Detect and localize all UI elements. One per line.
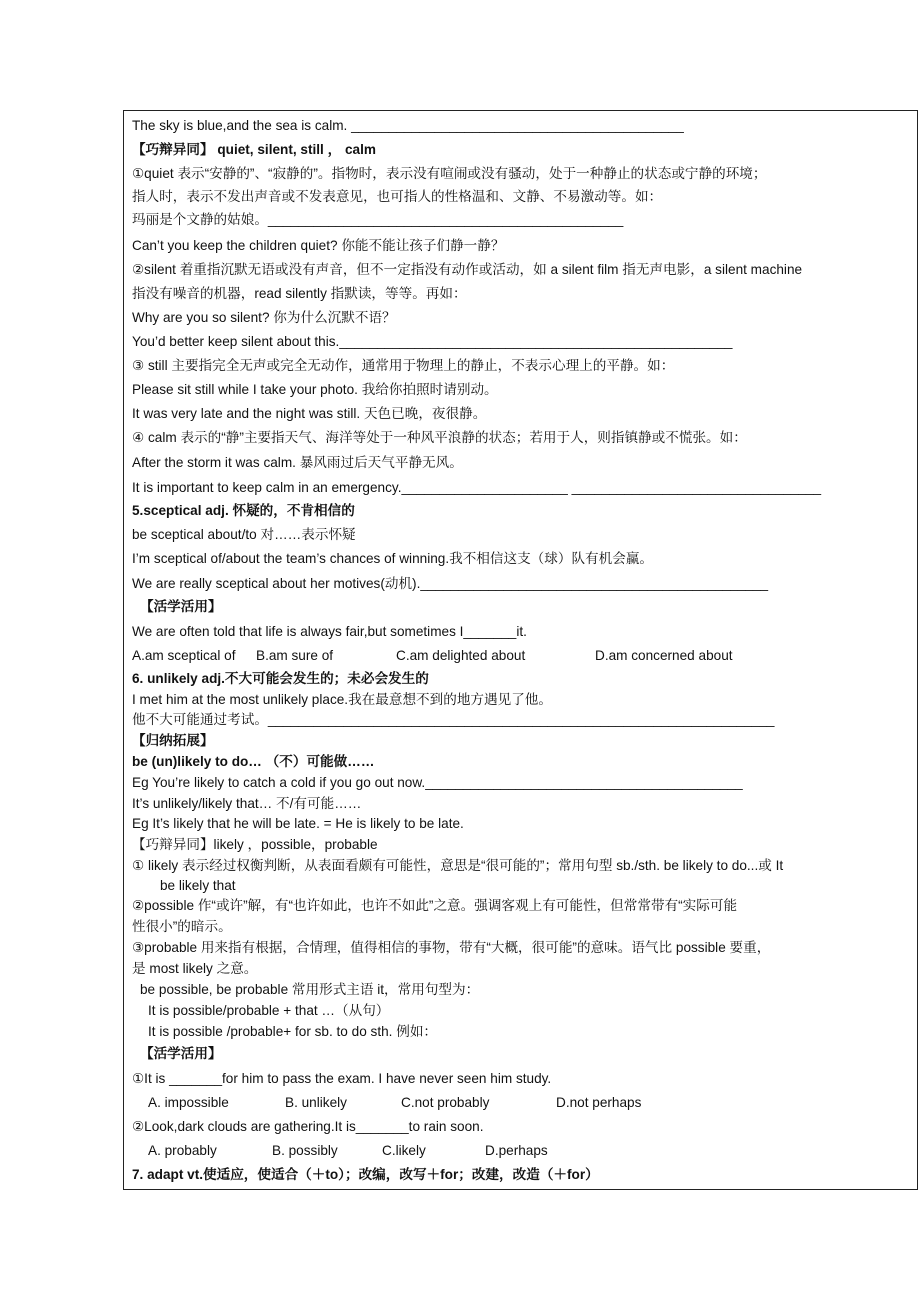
text-line: Can’t you keep the children quiet? 你能不能让孩子们静一静？: [132, 238, 505, 253]
option-c: C.not probably: [401, 1095, 490, 1110]
option-b: B. unlikely: [285, 1095, 347, 1110]
text-line: Eg You’re likely to catch a cold if you go out now.__________________________________________: [132, 775, 743, 790]
text-line: It is important to keep calm in an emergency.______________________ _________________________________: [132, 480, 822, 495]
text-line: It’s unlikely/likely that… 不/有可能……: [132, 796, 362, 811]
option-b: B.am sure of: [256, 648, 334, 663]
section-heading: 【活学活用】: [140, 599, 222, 614]
text-line: Please sit still while I take your photo. 我给你拍照时请别动。: [132, 382, 498, 397]
section-heading: 5.sceptical adj. 怀疑的，不肯相信的: [132, 503, 355, 518]
section-heading: 7. adapt vt.使适应，使适合（＋to）；改编，改写＋for；改建，改造（＋for）: [132, 1167, 599, 1182]
answer-options: [132, 648, 733, 664]
text-line: ①It is _______for him to pass the exam. I have never seen him study.: [132, 1071, 552, 1086]
text-line: be sceptical about/to 对……表示怀疑: [132, 527, 356, 542]
answer-options: [148, 1095, 641, 1111]
text-line: ④ calm 表示的“静”主要指天气、海洋等处于一种风平浪静的状态；若用于人，则指镇静或不慌张。如：: [132, 430, 747, 445]
text-line: ③probable 用来指有根据，合情理，值得相信的事物，带有“大概，很可能”的意味。语气比 possible 要重，: [132, 940, 771, 955]
option-b: B. possibly: [272, 1143, 338, 1158]
option-c: C.likely: [382, 1143, 426, 1158]
text-line: ②possible 作“或许”解，有“也许如此，也许不如此”之意。强调客观上有可能性，但常常带有“实际可能: [132, 898, 738, 913]
option-d: D.am concerned about: [595, 648, 733, 663]
text-line: We are really sceptical about her motives(动机).______________________________________________: [132, 576, 769, 591]
text-line: It is possible/probable + that …（从句）: [148, 1003, 390, 1018]
text-line: Why are you so silent? 你为什么沉默不语？: [132, 310, 396, 325]
text-line: 是 most likely 之意。: [132, 961, 258, 976]
option-d: D.perhaps: [485, 1143, 548, 1158]
text-line: 指没有噪音的机器，read silently 指默读，等等。再如：: [132, 286, 467, 301]
text-line: ③ still 主要指完全无声或完全无动作，通常用于物理上的静止，不表示心理上的平静。如：: [132, 358, 675, 373]
section-heading: be (un)likely to do… （不）可能做……: [132, 754, 375, 769]
section-heading: 【巧辩异同】 quiet, silent, still ， calm: [132, 142, 376, 157]
text-line: I’m sceptical of/about the team’s chances of winning.我不相信这支（球）队有机会赢。: [132, 551, 654, 566]
option-a: A. impossible: [148, 1095, 229, 1110]
text-line: You’d better keep silent about this.____________________________________________________: [132, 334, 733, 349]
text-line: I met him at the most unlikely place.我在最意想不到的地方遇见了他。: [132, 692, 552, 707]
text-line: 他不大可能通过考试。___________________________________________________________________: [132, 712, 775, 727]
text-line: After the storm it was calm. 暴风雨过后天气平静无风。: [132, 455, 463, 470]
text-line: be likely that: [160, 878, 236, 893]
text-line: The sky is blue,and the sea is calm. ____________________________________________: [132, 118, 684, 133]
text-line: ①quiet 表示“安静的”、“寂静的”。指物时，表示没有喧闹或没有骚动，处于一种静止的状态或宁静的环境；: [132, 166, 767, 181]
option-c: C.am delighted about: [396, 648, 526, 663]
text-line: 玛丽是个文静的姑娘。_______________________________________________: [132, 212, 624, 227]
text-line: 性很小”的暗示。: [132, 919, 232, 934]
option-a: A.am sceptical of: [132, 648, 236, 663]
text-line: Eg It’s likely that he will be late. = He is likely to be late.: [132, 816, 464, 831]
option-a: A. probably: [148, 1143, 217, 1158]
content-table-cell: [123, 110, 918, 1190]
section-heading: 【巧辩异同】likely ，possible，probable: [132, 837, 378, 852]
option-d: D.not perhaps: [556, 1095, 642, 1110]
section-heading: 【归纳拓展】: [132, 733, 214, 748]
text-line: ②Look,dark clouds are gathering.It is_______to rain soon.: [132, 1119, 484, 1134]
text-line: ① likely 表示经过权衡判断，从表面看颇有可能性，意思是“很可能的”；常用句型 sb./sth. be likely to do...或 It: [132, 858, 784, 873]
answer-options: [148, 1143, 548, 1159]
text-line: ②silent 着重指沉默无语或没有声音，但不一定指没有动作或活动，如 a silent film 指无声电影，a silent machine: [132, 262, 803, 277]
text-line: be possible, be probable 常用形式主语 it，常用句型为：: [140, 982, 480, 997]
text-line: 指人时，表示不发出声音或不发表意见，也可指人的性格温和、文静、不易激动等。如：: [132, 189, 663, 204]
text-line: We are often told that life is always fair,but sometimes I_______it.: [132, 624, 527, 639]
section-heading: 6. unlikely adj.不大可能会发生的；未必会发生的: [132, 671, 429, 686]
text-line: It was very late and the night was still. 天色已晚，夜很静。: [132, 406, 487, 421]
text-line: It is possible /probable+ for sb. to do sth. 例如：: [148, 1024, 438, 1039]
section-heading: 【活学活用】: [140, 1046, 222, 1061]
